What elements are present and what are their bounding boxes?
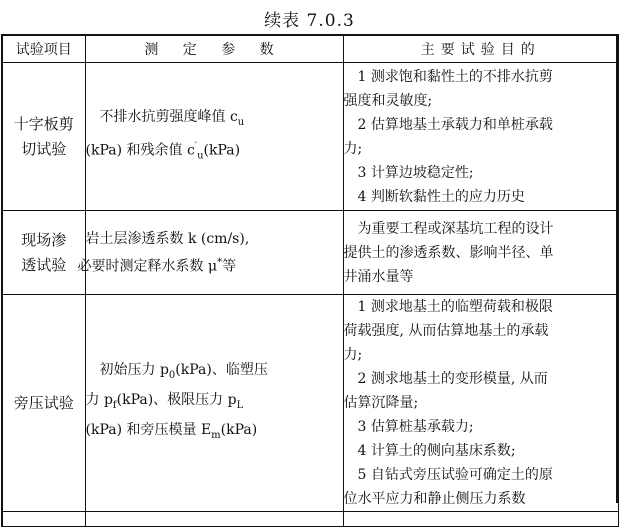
item-line: 十字板剪 xyxy=(13,114,74,133)
item-line: 现场渗 xyxy=(21,230,67,249)
row-params xyxy=(77,211,343,295)
purpose-line: 2 估算地基土承载力和单桩承载 xyxy=(357,116,553,133)
param-line: 岩土层渗透系数 k (cm/s), xyxy=(85,230,250,247)
param-line: 力 $p_f(kPa)$、极限压力 $p_L$ xyxy=(85,392,244,411)
purpose-line: 估算沉降量; xyxy=(343,395,419,411)
item-line: 透试验 xyxy=(21,255,67,274)
purpose-line: 力; xyxy=(343,140,363,157)
table-row xyxy=(2,63,619,211)
header-purpose: 主要试验目的 xyxy=(343,35,619,63)
purpose-line: 位水平应力和静止侧压力系数 xyxy=(343,491,526,507)
item-line: 切试验 xyxy=(21,139,67,158)
table-row-continuation xyxy=(2,512,619,527)
purpose-line: 荷载强度, 从而估算地基土的承载 xyxy=(343,323,549,339)
row-params xyxy=(85,63,343,211)
row-item xyxy=(2,211,85,295)
purpose-line: 井涌水量等 xyxy=(343,268,414,285)
purpose-line: 1 测求饱和黏性土的不排水抗剪 xyxy=(357,68,553,85)
row-item xyxy=(2,63,85,211)
row-item xyxy=(2,512,85,527)
purpose-line: 强度和灵敏度; xyxy=(343,92,433,109)
purpose-line: 1 测求地基土的临塑荷载和极限 xyxy=(357,299,553,315)
purpose-line: 5 自钻式旁压试验可确定土的原 xyxy=(357,467,553,483)
spec-table xyxy=(1,34,619,527)
purpose-line: 4 计算土的侧向基床系数; xyxy=(357,443,516,459)
purpose-line: 提供土的渗透系数、影响半径、单 xyxy=(343,244,554,261)
row-purpose xyxy=(343,63,619,211)
row-purpose xyxy=(343,211,619,295)
row-purpose xyxy=(343,295,619,512)
table-row xyxy=(2,211,619,295)
row-item xyxy=(2,295,85,512)
purpose-line: 3 计算边坡稳定性; xyxy=(357,164,474,181)
row-params xyxy=(85,512,343,527)
purpose-line: 3 估算桩基承载力; xyxy=(357,419,474,435)
header-row xyxy=(2,35,619,63)
param-line: 必要时测定释水系数 μ*等 xyxy=(77,256,237,275)
table-row xyxy=(2,295,619,512)
param-line: 不排水抗剪强度峰值 $c_u$ xyxy=(99,108,245,128)
param-line: (kPa) 和旁压模量 $E_m(kPa)$ xyxy=(85,421,258,441)
header-params: 测 定 参 数 xyxy=(85,35,343,63)
param-line: (kPa) 和残余值 $c'_u(kPa)$ xyxy=(85,140,241,162)
row-params xyxy=(85,295,343,512)
param-line: 初始压力 $p_0(kPa)$、临塑压 xyxy=(99,362,268,382)
item-line: 旁压试验 xyxy=(13,393,74,412)
purpose-line: 为重要工程或深基坑工程的设计 xyxy=(357,220,554,237)
table-caption: 续表 7.0.3 xyxy=(264,11,355,31)
purpose-line: 4 判断软黏性土的应力历史 xyxy=(357,188,525,205)
purpose-line: 2 测求地基土的变形模量, 从而 xyxy=(357,371,548,387)
header-item: 试验项目 xyxy=(2,35,85,63)
purpose-line: 力; xyxy=(343,347,363,363)
row-purpose xyxy=(343,512,619,527)
